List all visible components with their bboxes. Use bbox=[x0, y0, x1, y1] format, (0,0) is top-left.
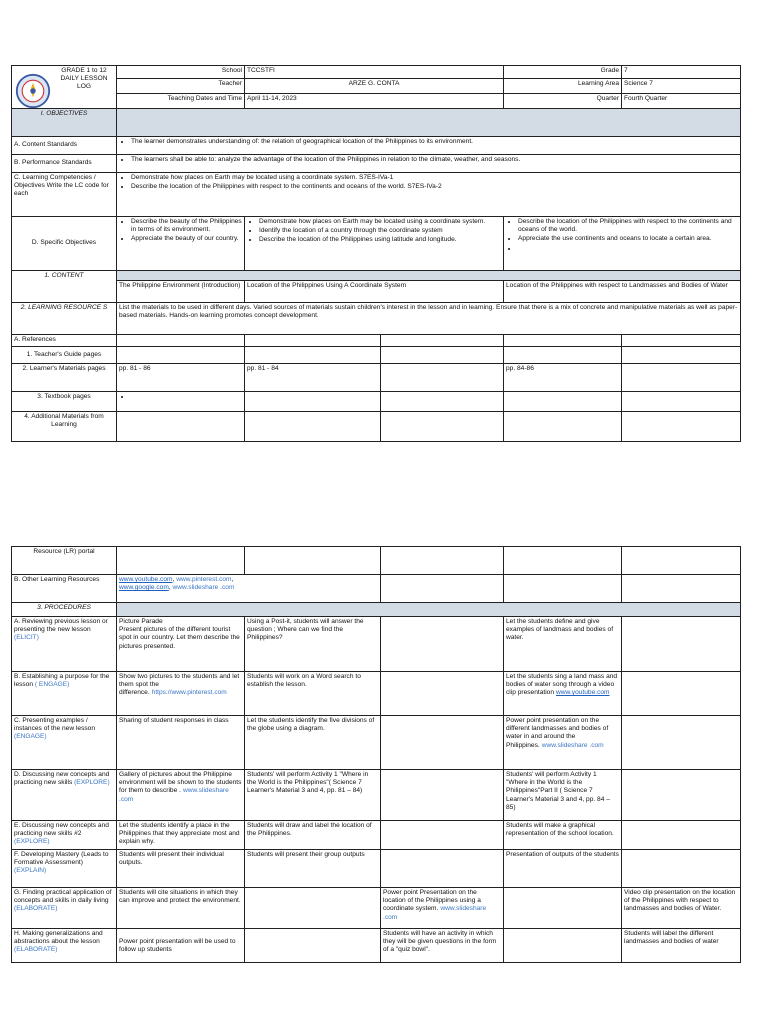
grade-label: Grade bbox=[504, 66, 622, 79]
procedure-activity-text: Let the students sing a land mass and bodies of water song through a video clip presentation bbox=[506, 673, 618, 697]
procedure-phase-tag: (EXPLORE) bbox=[74, 779, 110, 787]
teachers-guide-label: 1. Teacher's Guide pages bbox=[12, 347, 117, 364]
procedure-label-text: G. Finding practical application of concepts and skills in daily living bbox=[14, 889, 112, 905]
objectives-shaded-row bbox=[117, 109, 741, 137]
procedure-row bbox=[12, 850, 741, 888]
procedure-activity-text: Students will cite situations in which they can improve and protect the environment. bbox=[119, 889, 241, 905]
procedure-day1-cell bbox=[117, 821, 245, 850]
empty-cell bbox=[381, 547, 504, 575]
empty-cell bbox=[622, 412, 741, 442]
textbook-pages-label: 3. Textbook pages bbox=[12, 392, 117, 412]
references-label: A. References bbox=[12, 335, 117, 347]
learning-resources-heading: 2. LEARNING RESOURCE S bbox=[12, 303, 117, 335]
learning-competencies-cell bbox=[117, 173, 741, 217]
procedures-heading: 3. PROCEDURES bbox=[12, 603, 117, 617]
procedure-day5-cell bbox=[622, 617, 741, 672]
procedure-day4-cell bbox=[504, 929, 622, 963]
learners-materials-label: 2. Learner's Materials pages bbox=[12, 364, 117, 392]
deped-seal-icon bbox=[15, 73, 51, 109]
procedure-day2-cell bbox=[245, 821, 381, 850]
procedure-activity-text: Students will present their individual outputs. bbox=[119, 851, 224, 867]
procedure-activity-text: Picture Parade Present pictures of the different tourist spot in our country. Let them describe the pictures presented. bbox=[119, 618, 240, 650]
procedure-day3-cell bbox=[381, 770, 504, 821]
empty-cell bbox=[245, 547, 381, 575]
procedure-day3-cell bbox=[381, 850, 504, 888]
procedure-row bbox=[12, 770, 741, 821]
empty-cell bbox=[117, 412, 245, 442]
youtube-link[interactable]: www.youtube.com bbox=[119, 576, 173, 583]
procedure-activity-text: Students will present their group outputs bbox=[247, 851, 365, 858]
content-shaded-row bbox=[117, 271, 741, 281]
procedure-phase-tag: (ELABORATE) bbox=[14, 905, 58, 913]
empty-cell bbox=[504, 392, 622, 412]
link-separator: , bbox=[172, 576, 177, 583]
procedure-day4-cell bbox=[504, 821, 622, 850]
objectives-heading: I. OBJECTIVES bbox=[12, 109, 117, 137]
empty-cell bbox=[622, 364, 741, 392]
procedure-day2-cell bbox=[245, 716, 381, 770]
content-standards-label: A. Content Standards bbox=[12, 137, 117, 155]
procedure-day2-cell bbox=[245, 888, 381, 929]
procedure-label bbox=[12, 850, 117, 888]
resource-link[interactable]: www.slideshare .com bbox=[119, 787, 229, 803]
school-value: TCCSTFI bbox=[245, 66, 504, 79]
procedure-day1-cell bbox=[117, 850, 245, 888]
learners-materials-day2: pp. 81 - 84 bbox=[245, 364, 381, 392]
procedure-activity-text: Students' will perform Activity 1 "Where in the World is the Philippines"( Science 7 Learner's Material 3 and 4, pp. 81 – 84) bbox=[247, 771, 369, 795]
empty-cell bbox=[504, 575, 622, 603]
procedure-label-text: D. Discussing new concepts and practicing new skills bbox=[14, 771, 110, 787]
procedure-activity-text: Show two pictures to the students and let them spot the difference. bbox=[119, 673, 240, 697]
procedure-day5-cell bbox=[622, 770, 741, 821]
learning-area-label: Learning Area bbox=[504, 79, 622, 94]
procedure-label-text: H. Making generalizations and abstractions about the lesson bbox=[14, 930, 103, 946]
procedure-day1-cell bbox=[117, 929, 245, 963]
procedure-day3-cell bbox=[381, 617, 504, 672]
procedure-day2-cell bbox=[245, 850, 381, 888]
competency-item: • Demonstrate how places on Earth may be located using a coordinate system. S7ES-IVa-1 bbox=[131, 174, 738, 182]
empty-cell bbox=[381, 392, 504, 412]
performance-standards-text: • The learners shall be able to: analyze the advantage of the location of the Philippines in relation to the climate, weather, and seasons. bbox=[131, 156, 738, 164]
empty-cell bbox=[622, 547, 741, 575]
procedure-day3-cell bbox=[381, 672, 504, 716]
procedure-day4-cell bbox=[504, 770, 622, 821]
procedure-activity-text: Presentation of outputs of the students bbox=[506, 851, 619, 858]
procedure-phase-tag: (EXPLAIN) bbox=[14, 867, 47, 875]
procedure-day5-cell bbox=[622, 888, 741, 929]
additional-materials-label: 4. Additional Materials from Learning bbox=[12, 412, 117, 442]
procedure-activity-text: Power point presentation on the different landmasses and bodies of water in and around the Philippines. bbox=[506, 717, 609, 749]
procedure-label-text: F. Developing Mastery (Leads to Formative Assessment) bbox=[14, 851, 109, 867]
specific-objective-item: • Describe the location of the Philippines using latitude and longitude. bbox=[259, 236, 501, 244]
lr-portal-label: Resource (LR) portal bbox=[12, 547, 117, 575]
other-resources-links bbox=[117, 575, 381, 603]
procedure-day1-cell bbox=[117, 888, 245, 929]
empty-cell bbox=[622, 335, 741, 347]
specific-objectives-day1 bbox=[117, 217, 245, 271]
empty-cell bbox=[381, 575, 504, 603]
procedure-row bbox=[12, 716, 741, 770]
procedure-activity-text: Sharing of student responses in class bbox=[119, 717, 229, 724]
empty-cell bbox=[381, 335, 504, 347]
learning-area-value: Science 7 bbox=[622, 79, 741, 94]
link-separator: , bbox=[231, 576, 234, 583]
procedure-label bbox=[12, 888, 117, 929]
daily-lesson-log-table-top bbox=[11, 65, 741, 442]
procedure-phase-tag: (ELICIT) bbox=[14, 634, 39, 642]
procedure-label-text: B. Establishing a purpose for the lesson bbox=[14, 673, 110, 689]
procedure-activity-text: Power point presentation will be used to follow up students bbox=[119, 938, 236, 954]
procedure-row bbox=[12, 672, 741, 716]
procedure-row bbox=[12, 617, 741, 672]
procedure-activity-text: Let the students define and give examples of landmass and bodies of water. bbox=[506, 618, 614, 642]
specific-objective-item: • Describe the location of the Philippines with respect to the continents and oceans of the world. bbox=[518, 218, 738, 234]
empty-cell bbox=[117, 547, 245, 575]
learners-materials-day1: pp. 81 - 86 bbox=[117, 364, 245, 392]
teacher-value: ARZE G. CONTA bbox=[245, 79, 504, 94]
procedure-activity-text: Let the students identify a place in the Philippines that they appreciate most and explain why. bbox=[119, 822, 240, 846]
empty-cell bbox=[381, 412, 504, 442]
procedure-day1-cell bbox=[117, 617, 245, 672]
procedure-activity-text: Students will work on a Word search to establish the lesson. bbox=[247, 673, 361, 689]
procedure-day3-cell bbox=[381, 888, 504, 929]
empty-cell bbox=[117, 347, 245, 364]
empty-cell bbox=[381, 364, 504, 392]
learning-competencies-label: C. Learning Competencies / Objectives Write the LC code for each bbox=[12, 173, 117, 217]
procedure-label-text: C. Presenting examples / instances of the new lesson bbox=[14, 717, 96, 733]
procedure-row bbox=[12, 821, 741, 850]
procedure-day1-cell bbox=[117, 716, 245, 770]
teacher-label: Teacher bbox=[117, 79, 245, 94]
procedure-day5-cell bbox=[622, 716, 741, 770]
procedure-day5-cell bbox=[622, 850, 741, 888]
performance-standards-cell bbox=[117, 155, 741, 173]
procedure-row bbox=[12, 929, 741, 963]
procedure-activity-text: Video clip presentation on the location of the Philippines with respect to landmasses and bodies of Water. bbox=[624, 889, 736, 913]
content-day2: Location of the Philippines Using A Coordinate System bbox=[245, 281, 504, 303]
procedure-activity-text: Students will have an activity in which they will be given questions in the form of a "quiz bowl". bbox=[383, 930, 497, 954]
procedure-label bbox=[12, 672, 117, 716]
empty-cell bbox=[245, 392, 381, 412]
procedure-phase-tag: ( ENGAGE) bbox=[34, 681, 70, 689]
teaching-dates-label: Teaching Dates and Time bbox=[117, 94, 245, 109]
procedure-day4-cell bbox=[504, 716, 622, 770]
specific-objective-item: • Appreciate the beauty of our country. bbox=[131, 235, 242, 243]
procedure-day5-cell bbox=[622, 821, 741, 850]
procedure-phase-tag: (EXPLORE) bbox=[14, 838, 50, 846]
content-day1: The Philippine Environment (Introduction) bbox=[117, 281, 245, 303]
specific-objectives-day3 bbox=[504, 217, 741, 271]
competency-item: • Describe the location of the Philippines with respect to the continents and oceans of the world. S7ES-IVa-2 bbox=[131, 183, 738, 191]
procedure-day3-cell bbox=[381, 716, 504, 770]
grade-value: 7 bbox=[622, 66, 741, 79]
specific-objective-item: • Identify the location of a country through the coordinate system bbox=[259, 227, 501, 235]
procedure-label-text: E. Discussing new concepts and practicing new skills #2 bbox=[14, 822, 109, 838]
daily-lesson-log-title: GRADE 1 to 12 DAILY LESSON LOG bbox=[60, 67, 108, 91]
specific-objective-item: • Appreciate the use continents and oceans to locate a certain area. bbox=[518, 235, 738, 243]
procedure-label bbox=[12, 617, 117, 672]
procedure-label bbox=[12, 929, 117, 963]
procedure-day3-cell bbox=[381, 929, 504, 963]
resource-link[interactable]: www.slideshare .com bbox=[383, 905, 487, 921]
specific-objectives-label: D. Specific Objectives bbox=[12, 217, 117, 271]
procedure-day1-cell bbox=[117, 770, 245, 821]
procedure-activity-text: Gallery of pictures about the Philippine environment will be shown to the students for them to describe . bbox=[119, 771, 242, 795]
procedure-day1-cell bbox=[117, 672, 245, 716]
empty-cell bbox=[117, 335, 245, 347]
procedures-shaded-row bbox=[117, 603, 741, 617]
procedure-activity-text: Students will label the different landmasses and bodies of water bbox=[624, 930, 719, 946]
procedure-day4-cell bbox=[504, 672, 622, 716]
procedure-day4-cell bbox=[504, 850, 622, 888]
procedure-day2-cell bbox=[245, 929, 381, 963]
procedure-label bbox=[12, 770, 117, 821]
empty-cell bbox=[504, 347, 622, 364]
deped-logo-cell bbox=[12, 66, 117, 109]
content-day3: Location of the Philippines with respect to Landmasses and Bodies of Water bbox=[504, 281, 741, 303]
procedure-label-text: A. Reviewing previous lesson or presenting the new lesson bbox=[14, 618, 108, 634]
empty-cell bbox=[245, 412, 381, 442]
procedure-phase-tag: (ELABORATE) bbox=[14, 946, 58, 954]
daily-lesson-log-table-bottom bbox=[11, 546, 741, 963]
procedure-label bbox=[12, 821, 117, 850]
procedure-day5-cell bbox=[622, 929, 741, 963]
learning-resources-text: List the materials to be used in different days. Varied sources of materials sustain children's interest in the lesson and in learning. Ensure that there is a mix of concrete and manipulative materials as well as paper-based materials. Hands-on learning promotes concept development. bbox=[117, 303, 741, 335]
teaching-dates-value: April 11-14, 2023 bbox=[245, 94, 504, 109]
content-standards-cell bbox=[117, 137, 741, 155]
empty-cell bbox=[245, 347, 381, 364]
slideshare-link[interactable]: www.slideshare .com bbox=[172, 584, 235, 592]
empty-cell bbox=[622, 347, 741, 364]
resource-link[interactable]: www.youtube.com bbox=[556, 689, 610, 697]
other-resources-label: B. Other Learning Resources bbox=[12, 575, 117, 603]
procedure-day2-cell bbox=[245, 770, 381, 821]
procedure-day5-cell bbox=[622, 672, 741, 716]
google-link[interactable]: www.google.com bbox=[119, 584, 169, 592]
quarter-value: Fourth Quarter bbox=[622, 94, 741, 109]
resource-link[interactable]: www.slideshare .com bbox=[541, 741, 604, 749]
performance-standards-label: B. Performance Standards bbox=[12, 155, 117, 173]
procedure-activity-text: Let the students identify the five divisions of the globe using a diagram. bbox=[247, 717, 375, 733]
procedure-day2-cell bbox=[245, 672, 381, 716]
textbook-pages-day1 bbox=[117, 392, 245, 412]
empty-cell bbox=[381, 347, 504, 364]
procedure-day3-cell bbox=[381, 821, 504, 850]
procedure-day2-cell bbox=[245, 617, 381, 672]
procedure-day4-cell bbox=[504, 888, 622, 929]
specific-objectives-day2 bbox=[245, 217, 504, 271]
specific-objective-item: • Demonstrate how places on Earth may be located using a coordinate system. bbox=[259, 218, 501, 226]
procedure-activity-text: Power point Presentation on the location of the Philippines using a coordinate system. bbox=[383, 889, 481, 913]
pinterest-link[interactable]: www.pinterest.com bbox=[176, 576, 232, 583]
bullet-marker bbox=[131, 393, 242, 401]
empty-cell bbox=[504, 412, 622, 442]
procedure-label bbox=[12, 716, 117, 770]
procedure-activity-text: Students will make a graphical representation of the school location. bbox=[506, 822, 614, 838]
specific-objective-item bbox=[518, 245, 738, 253]
specific-objective-item: • Describe the beauty of the Philippines in terms of its environment. bbox=[131, 218, 242, 234]
empty-cell bbox=[504, 335, 622, 347]
procedure-day4-cell bbox=[504, 617, 622, 672]
learners-materials-day4: pp. 84-86 bbox=[504, 364, 622, 392]
school-label: School bbox=[117, 66, 245, 79]
content-heading: 1. CONTENT bbox=[12, 271, 117, 303]
procedure-activity-text: Using a Post-it, students will answer the question ; Where can we find the Philippines? bbox=[247, 618, 364, 642]
resource-link[interactable]: https://www.pinterest.com bbox=[151, 689, 227, 697]
procedure-activity-text: Students' will perform Activity 1 "Where in the World is the Philippines"Part II ( Science 7 Learner's Material 3 and 4, pp. 84 – 85) bbox=[506, 771, 610, 811]
empty-cell bbox=[622, 575, 741, 603]
quarter-label: Quarter bbox=[504, 94, 622, 109]
empty-cell bbox=[622, 392, 741, 412]
procedure-phase-tag: (ENGAGE) bbox=[14, 733, 47, 741]
procedure-row bbox=[12, 888, 741, 929]
empty-cell bbox=[245, 335, 381, 347]
content-standards-text: • The learner demonstrates understanding of: the relation of geographical location of the Philippines to its environment. bbox=[131, 138, 738, 146]
procedure-activity-text: Students will draw and label the location of the Philippines. bbox=[247, 822, 372, 838]
link-separator: , bbox=[168, 584, 173, 592]
empty-cell bbox=[504, 547, 622, 575]
